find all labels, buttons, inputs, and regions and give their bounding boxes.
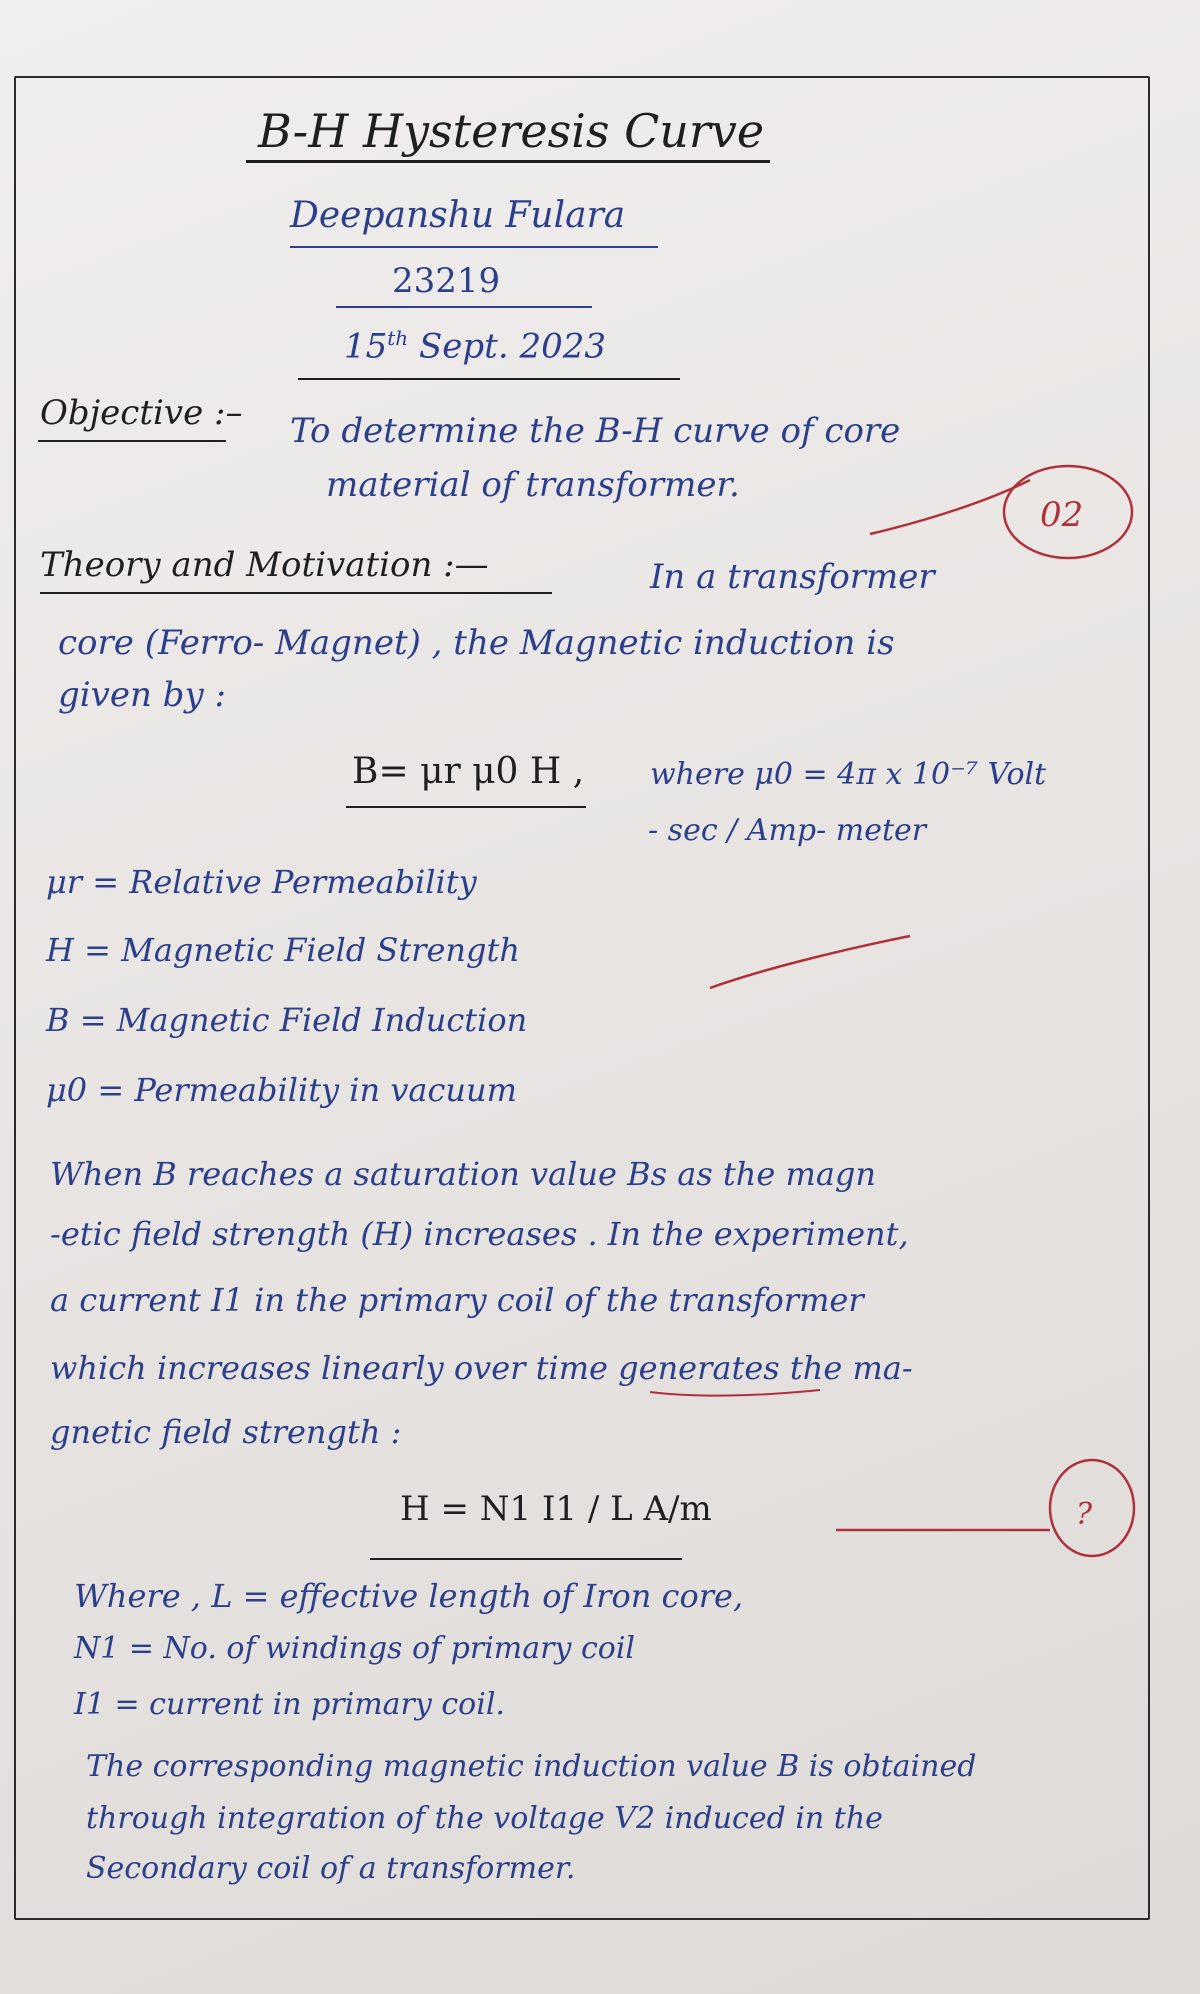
roll-underline xyxy=(336,306,592,308)
definition-mu-r: μr = Relative Permeability xyxy=(46,863,477,901)
date-day: 15 xyxy=(344,326,388,367)
paragraph-line-2: -etic field strength (H) increases . In the experiment, xyxy=(50,1215,909,1253)
paragraph-line-5: gnetic field strength : xyxy=(50,1413,402,1451)
where-line-3: I1 = current in primary coil. xyxy=(74,1687,505,1722)
definition-b: B = Magnetic Field Induction xyxy=(46,1001,528,1039)
equation-b-where-2: - sec / Amp- meter xyxy=(648,813,927,848)
equation-b-where-1: where μ0 = 4π x 10⁻⁷ Volt xyxy=(650,757,1047,792)
date-rest: Sept. 2023 xyxy=(408,326,606,367)
paragraph-line-3: a current I1 in the primary coil of the transformer xyxy=(50,1281,864,1319)
question-text: ? xyxy=(1076,1497,1093,1532)
objective-line-1: To determine the B-H curve of core xyxy=(290,411,901,451)
theory-line-1: In a transformer xyxy=(650,557,935,597)
final-line-1: The corresponding magnetic induction value B is obtained xyxy=(86,1749,977,1784)
date xyxy=(344,326,606,367)
paragraph-line-4: which increases linearly over time generates the ma- xyxy=(50,1349,913,1387)
theory-label: Theory and Motivation :— xyxy=(40,545,489,585)
page-title: B-H Hysteresis Curve xyxy=(258,104,765,158)
objective-line-2: material of transformer. xyxy=(326,465,740,505)
objective-label: Objective :– xyxy=(40,393,243,433)
author-name: Deepanshu Fulara xyxy=(290,195,626,236)
score-text: 02 xyxy=(1040,495,1084,535)
date-suffix: th xyxy=(387,326,409,350)
where-line-1: Where , L = effective length of Iron core, xyxy=(74,1577,744,1615)
title-underline xyxy=(246,160,770,163)
author-underline xyxy=(290,246,658,248)
date-underline xyxy=(298,378,680,380)
paragraph-line-1: When B reaches a saturation value Bs as the magn xyxy=(50,1155,876,1193)
roll-number: 23219 xyxy=(392,261,501,301)
theory-line-3: given by : xyxy=(58,675,226,715)
equation-b: B= μr μ0 H , xyxy=(352,751,585,792)
equation-h: H = N1 I1 / L A/m xyxy=(400,1489,712,1529)
equation-b-underline xyxy=(346,806,586,808)
final-line-3: Secondary coil of a transformer. xyxy=(86,1851,576,1886)
equation-h-underline xyxy=(370,1558,682,1560)
definition-h: H = Magnetic Field Strength xyxy=(46,931,520,969)
objective-underline xyxy=(38,440,226,442)
definition-mu-0: μ0 = Permeability in vacuum xyxy=(46,1071,517,1109)
theory-line-2: core (Ferro- Magnet) , the Magnetic induction is xyxy=(58,623,895,663)
final-line-2: through integration of the voltage V2 induced in the xyxy=(86,1801,883,1836)
where-line-2: N1 = No. of windings of primary coil xyxy=(74,1631,636,1666)
theory-underline xyxy=(40,592,552,594)
